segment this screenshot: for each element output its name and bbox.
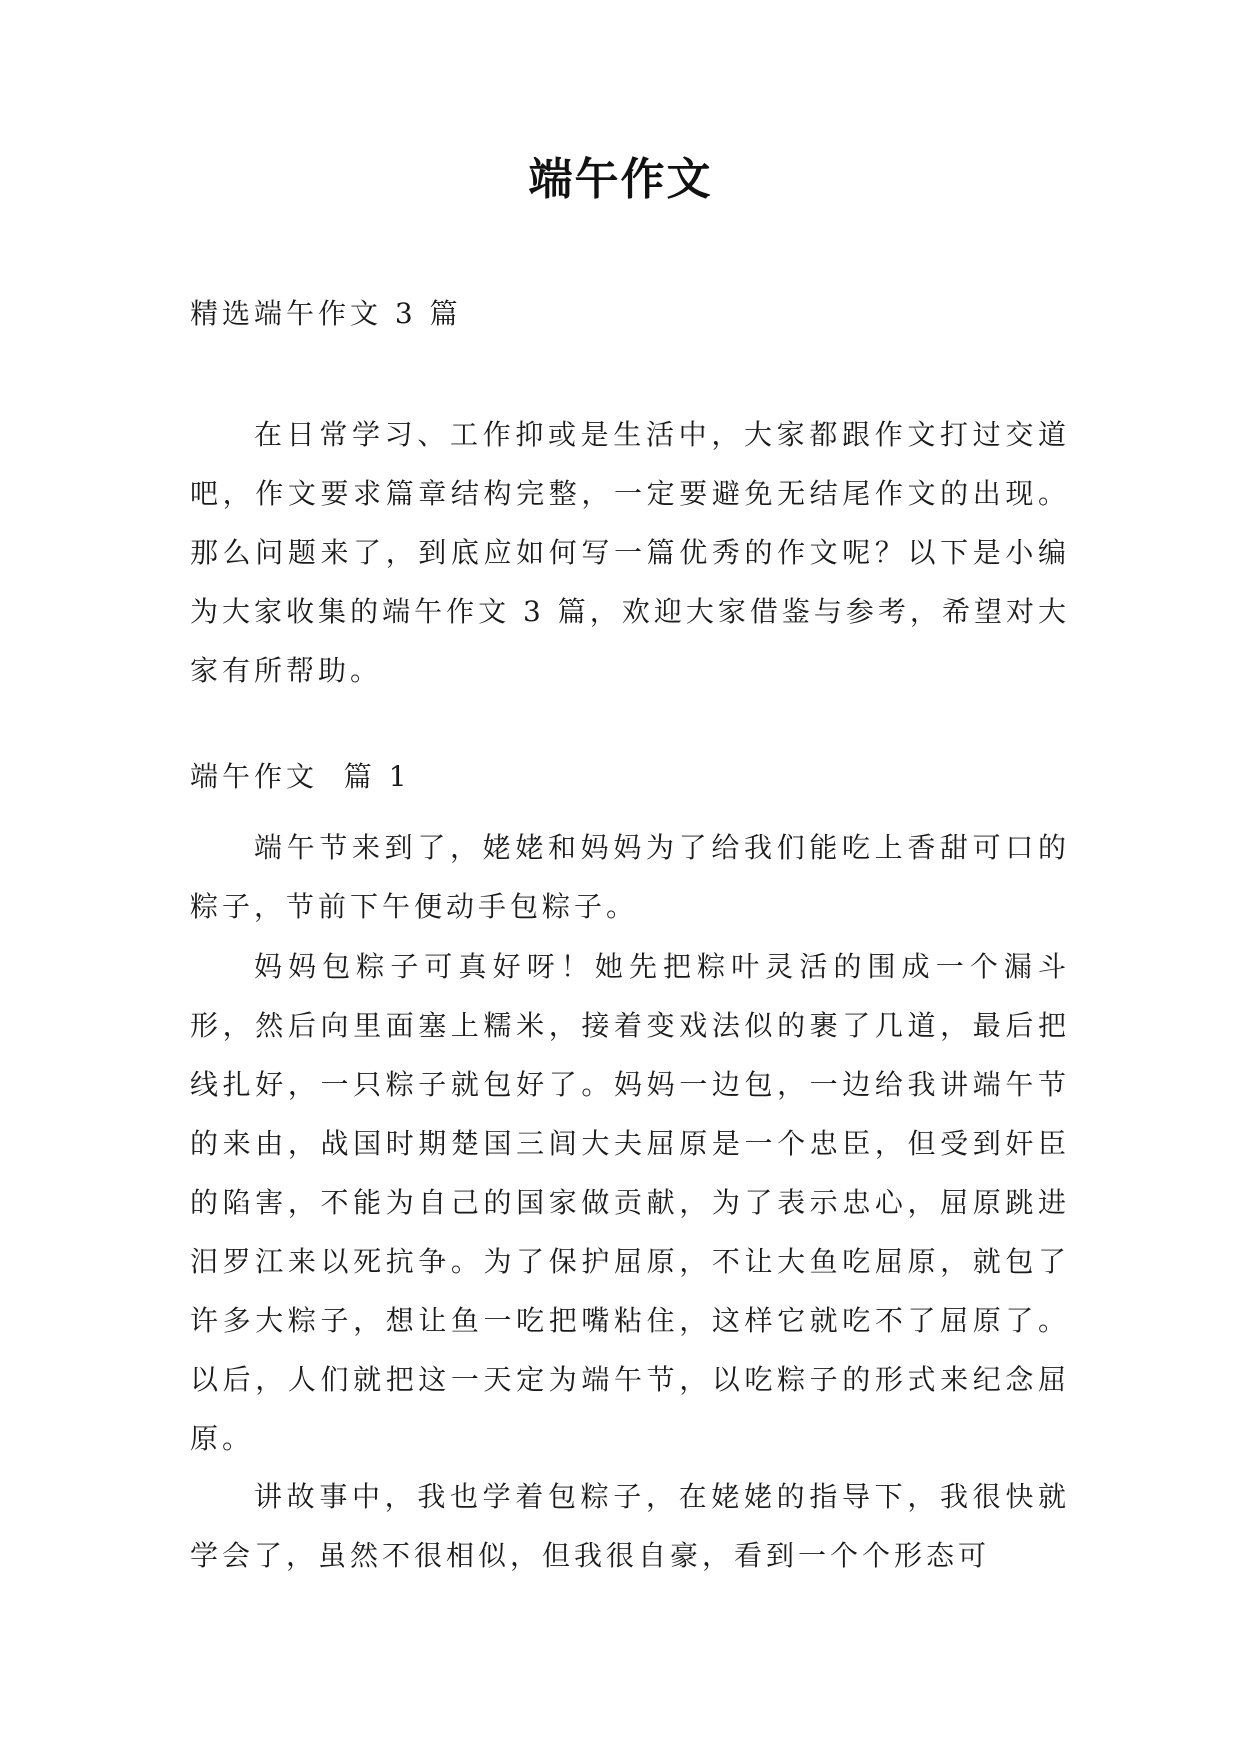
body-paragraph-3: 讲故事中，我也学着包粽子，在姥姥的指导下，我很快就学会了，虽然不很相似，但我很自豪，看到一个个形态可 bbox=[190, 1480, 1070, 1572]
document-subtitle: 精选端午作文 3 篇 bbox=[190, 297, 462, 330]
intro-paragraph: 在日常学习、工作抑或是生活中，大家都跟作文打过交道吧，作文要求篇章结构完整，一定要避免无结尾作文的出现。那么问题来了，到底应如何写一篇优秀的作文呢？以下是小编为大家收集的端午作文 3 篇，欢迎大家借鉴与参考，希望对大家有所帮助。 bbox=[190, 418, 1070, 687]
section-heading: 端午作文 篇 1 bbox=[190, 760, 411, 793]
document-title: 端午作文 bbox=[528, 154, 713, 205]
body-paragraph-1: 端午节来到了，姥姥和妈妈为了给我们能吃上香甜可口的粽子，节前下午便动手包粽子。 bbox=[190, 831, 1070, 923]
body-paragraph-2: 妈妈包粽子可真好呀！她先把粽叶灵活的围成一个漏斗形，然后向里面塞上糯米，接着变戏法似的裹了几道，最后把线扎好，一只粽子就包好了。妈妈一边包，一边给我讲端午节的来由，战国时期楚国三闾大夫屈原是一个忠臣，但受到奸臣的陷害，不能为自己的国家做贡献，为了表示忠心，屈原跳进汨罗江来以死抗争。为了保护屈原，不让大鱼吃屈原，就包了许多大粽子，想让鱼一吃把嘴粘住，这样它就吃不了屈原了。以后，人们就把这一天定为端午节，以吃粽子的形式来纪念屈原。 bbox=[190, 950, 1070, 1455]
